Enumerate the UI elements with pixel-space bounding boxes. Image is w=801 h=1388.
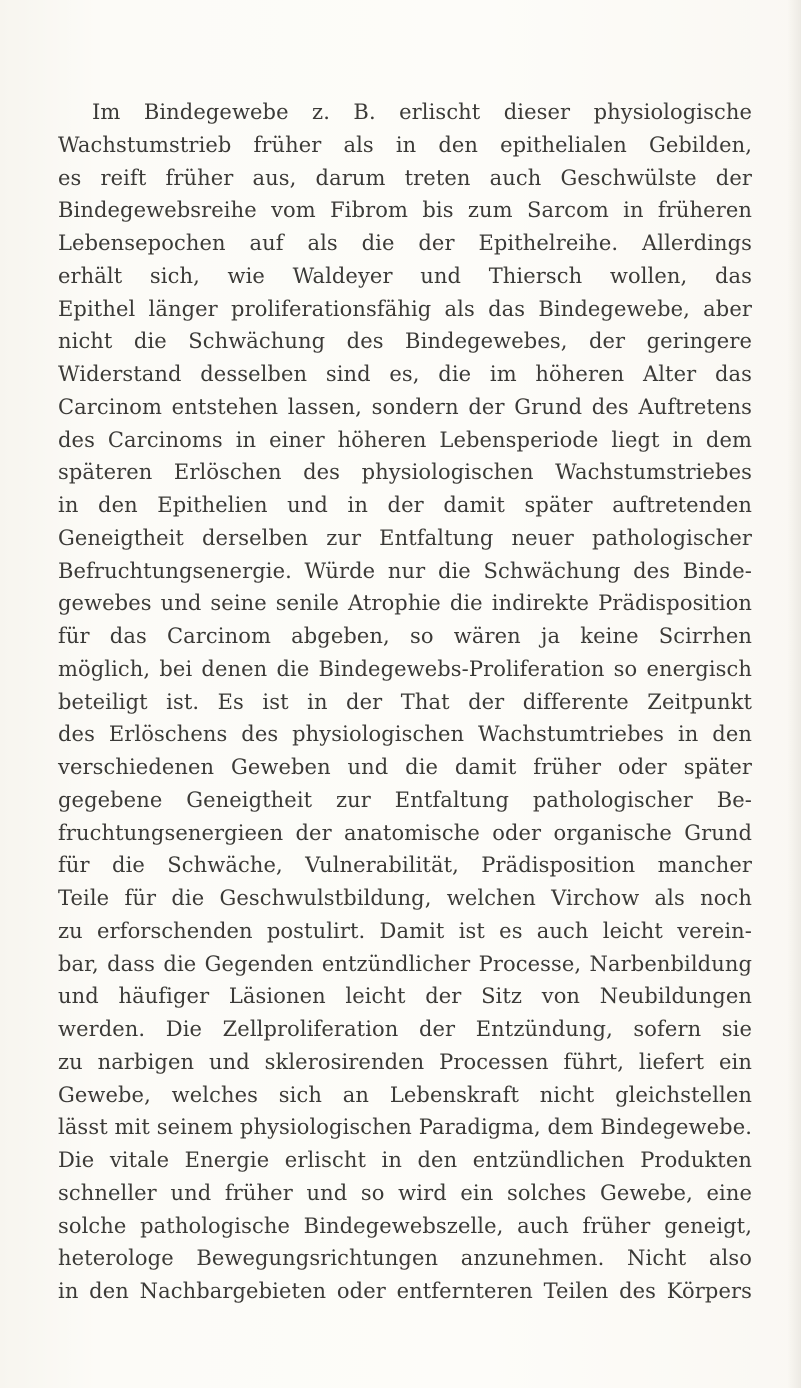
text-line: Widerstand desselben sind es, die im höheren Alter das	[58, 362, 752, 386]
page-edge-shadow	[787, 0, 801, 1388]
text-line: und häufiger Läsionen leicht der Sitz von Neubildungen	[58, 984, 752, 1009]
text-line: fruchtungsenergieen der anatomische oder organische Grund	[58, 820, 752, 845]
text-line: nicht die Schwächung des Bindegewebes, der geringere	[58, 329, 752, 354]
text-line: erhält sich, wie Waldeyer und Thiersch wollen, das	[58, 263, 752, 288]
text-line: heterologe Bewegungsrichtungen anzunehmen. Nicht also	[58, 1246, 752, 1271]
text-line: schneller und früher und so wird ein solches Gewebe, eine	[58, 1180, 752, 1205]
text-line: in den Nachbargebieten oder entfernteren Teilen des Körpers	[58, 1279, 752, 1303]
text-line: werden. Die Zellproliferation der Entzündung, sofern sie	[58, 1017, 752, 1041]
text-line: gegebene Geneigtheit zur Entfaltung pathologischer Be-	[58, 787, 752, 812]
text-line: Bindegewebsreihe vom Fibrom bis zum Sarcom in früheren	[58, 198, 752, 223]
text-line: für die Schwäche, Vulnerabilität, Prädisposition mancher	[58, 853, 752, 878]
text-line: Gewebe, welches sich an Lebenskraft nicht gleichstellen	[58, 1082, 752, 1107]
text-line: Lebensepochen auf als die der Epithelreihe. Allerdings	[58, 231, 752, 255]
text-line: zu erforschenden postulirt. Damit ist es auch leicht verein-	[58, 918, 752, 943]
text-line: Epithel länger proliferationsfähig als das Bindegewebe, aber	[58, 296, 752, 321]
text-line: Teile für die Geschwulstbildung, welchen Virchow als noch	[58, 886, 752, 910]
text-line: des Carcinoms in einer höheren Lebensperiode liegt in dem	[58, 427, 752, 452]
text-line: zu narbigen und sklerosirenden Processen führt, liefert ein	[58, 1049, 752, 1074]
text-line: des Erlöschens des physiologischen Wachstumtriebes in den	[58, 722, 752, 747]
text-line: Geneigtheit derselben zur Entfaltung neuer pathologischer	[58, 525, 752, 550]
text-line: es reift früher aus, darum treten auch Geschwülste der	[58, 165, 752, 190]
text-line: gewebes und seine senile Atrophie die indirekte Prädisposition	[58, 591, 752, 616]
body-text	[58, 96, 752, 1308]
text-line: Wachstumstrieb früher als in den epithelialen Gebilden,	[58, 132, 752, 157]
text-line: in den Epithelien und in der damit später auftretenden	[58, 493, 752, 517]
text-line: Im Bindegewebe z. B. erlischt dieser physiologische	[92, 100, 752, 124]
text-line: lässt mit seinem physiologischen Paradigma, dem Bindegewebe.	[58, 1115, 752, 1140]
text-line: beteiligt ist. Es ist in der That der differente Zeitpunkt	[58, 689, 752, 714]
text-line: verschiedenen Geweben und die damit früher oder später	[58, 755, 752, 779]
text-line: späteren Erlöschen des physiologischen Wachstumstriebes	[58, 460, 752, 485]
text-line: Carcinom entstehen lassen, sondern der Grund des Auftretens	[58, 394, 752, 419]
text-line: Die vitale Energie erlischt in den entzündlichen Produkten	[58, 1148, 752, 1172]
text-line: bar, dass die Gegenden entzündlicher Processe, Narbenbildung	[58, 951, 752, 976]
text-line: für das Carcinom abgeben, so wären ja keine Scirrhen	[58, 624, 752, 648]
text-line: Befruchtungsenergie. Würde nur die Schwächung des Binde-	[58, 558, 752, 583]
text-line: möglich, bei denen die Bindegewebs-Proliferation so energisch	[58, 656, 752, 681]
text-line: solche pathologische Bindegewebszelle, auch früher geneigt,	[58, 1213, 752, 1238]
